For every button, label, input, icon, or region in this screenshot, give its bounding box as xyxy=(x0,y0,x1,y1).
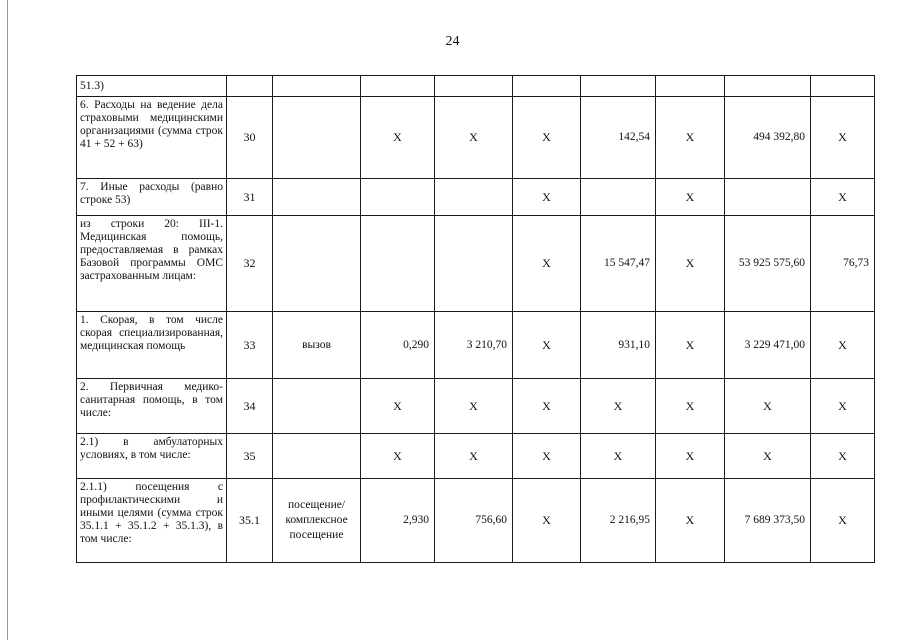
value-cell-col10 xyxy=(811,76,875,97)
value-cell-col7 xyxy=(581,179,656,216)
value-cell-col5 xyxy=(435,76,513,97)
value-cell-col9 xyxy=(725,76,811,97)
row-name-cell: 6. Расходы на ведение дела страховыми медицинскими организациями (сумма строк 41 + 52 + 63) xyxy=(77,97,227,179)
value-cell-col8: X xyxy=(656,216,725,312)
table-row xyxy=(77,312,875,379)
value-cell-col4: 0,290 xyxy=(361,312,435,379)
value-cell-col7: X xyxy=(581,379,656,434)
row-unit-cell xyxy=(273,434,361,479)
value-cell-col5: X xyxy=(435,379,513,434)
value-cell-col5: X xyxy=(435,434,513,479)
value-cell-col7: 931,10 xyxy=(581,312,656,379)
table-row xyxy=(77,479,875,563)
page-number: 24 xyxy=(445,34,460,49)
value-cell-col6: X xyxy=(513,216,581,312)
page-edge-line xyxy=(7,0,8,640)
row-code-cell: 32 xyxy=(227,216,273,312)
table-row xyxy=(77,97,875,179)
row-unit-cell xyxy=(273,216,361,312)
value-cell-col4: X xyxy=(361,434,435,479)
value-cell-col9: 494 392,80 xyxy=(725,97,811,179)
row-unit-cell xyxy=(273,379,361,434)
value-cell-col8: X xyxy=(656,97,725,179)
row-name-cell: 2.1.1) посещения с профилактическими и иными целями (сумма строк 35.1.1 + 35.1.2 + 35.1.3), в том числе: xyxy=(77,479,227,563)
value-cell-col7: 15 547,47 xyxy=(581,216,656,312)
row-unit-cell xyxy=(273,179,361,216)
report-table xyxy=(76,75,875,563)
row-unit-cell xyxy=(273,97,361,179)
value-cell-col9: X xyxy=(725,379,811,434)
value-cell-col7: X xyxy=(581,434,656,479)
value-cell-col5 xyxy=(435,179,513,216)
value-cell-col10: X xyxy=(811,479,875,563)
value-cell-col8: X xyxy=(656,379,725,434)
value-cell-col5: 756,60 xyxy=(435,479,513,563)
value-cell-col6: X xyxy=(513,379,581,434)
row-code-cell: 30 xyxy=(227,97,273,179)
row-name-cell: 2.1) в амбулаторных условиях, в том числе: xyxy=(77,434,227,479)
table-row xyxy=(77,434,875,479)
row-code-cell: 35.1 xyxy=(227,479,273,563)
row-name-cell: 51.3) xyxy=(77,76,227,97)
value-cell-col8: X xyxy=(656,434,725,479)
value-cell-col10: X xyxy=(811,312,875,379)
value-cell-col4 xyxy=(361,76,435,97)
row-unit-cell xyxy=(273,76,361,97)
value-cell-col4: 2,930 xyxy=(361,479,435,563)
row-code-cell: 31 xyxy=(227,179,273,216)
table-row xyxy=(77,379,875,434)
value-cell-col6: X xyxy=(513,179,581,216)
row-code-cell: 34 xyxy=(227,379,273,434)
value-cell-col6: X xyxy=(513,434,581,479)
value-cell-col7 xyxy=(581,76,656,97)
value-cell-col6: X xyxy=(513,97,581,179)
row-code-cell xyxy=(227,76,273,97)
row-unit-cell: посещение/ комплексное посещение xyxy=(273,479,361,563)
row-code-cell: 35 xyxy=(227,434,273,479)
value-cell-col4 xyxy=(361,216,435,312)
value-cell-col6: X xyxy=(513,312,581,379)
row-name-cell: 2. Первичная медико-санитарная помощь, в том числе: xyxy=(77,379,227,434)
value-cell-col9: 7 689 373,50 xyxy=(725,479,811,563)
value-cell-col8: X xyxy=(656,179,725,216)
value-cell-col9 xyxy=(725,179,811,216)
value-cell-col10: X xyxy=(811,97,875,179)
value-cell-col7: 142,54 xyxy=(581,97,656,179)
value-cell-col5: 3 210,70 xyxy=(435,312,513,379)
value-cell-col4: X xyxy=(361,97,435,179)
value-cell-col5: X xyxy=(435,97,513,179)
table-row xyxy=(77,216,875,312)
row-name-cell: 7. Иные расходы (равно строке 53) xyxy=(77,179,227,216)
value-cell-col8 xyxy=(656,76,725,97)
row-code-cell: 33 xyxy=(227,312,273,379)
value-cell-col5 xyxy=(435,216,513,312)
row-name-cell: 1. Скорая, в том числе скорая специализированная, медицинская помощь xyxy=(77,312,227,379)
value-cell-col10: 76,73 xyxy=(811,216,875,312)
value-cell-col4: X xyxy=(361,379,435,434)
value-cell-col4 xyxy=(361,179,435,216)
report-table-body xyxy=(77,76,875,563)
value-cell-col9: 53 925 575,60 xyxy=(725,216,811,312)
value-cell-col9: 3 229 471,00 xyxy=(725,312,811,379)
value-cell-col10: X xyxy=(811,379,875,434)
table-row xyxy=(77,179,875,216)
value-cell-col7: 2 216,95 xyxy=(581,479,656,563)
value-cell-col8: X xyxy=(656,312,725,379)
value-cell-col6 xyxy=(513,76,581,97)
row-name-cell: из строки 20: III-1. Медицинская помощь, предоставляемая в рамках Базовой программы ОМС застрахованным лицам: xyxy=(77,216,227,312)
value-cell-col9: X xyxy=(725,434,811,479)
row-unit-cell: вызов xyxy=(273,312,361,379)
value-cell-col10: X xyxy=(811,179,875,216)
table-row xyxy=(77,76,875,97)
value-cell-col8: X xyxy=(656,479,725,563)
value-cell-col6: X xyxy=(513,479,581,563)
value-cell-col10: X xyxy=(811,434,875,479)
